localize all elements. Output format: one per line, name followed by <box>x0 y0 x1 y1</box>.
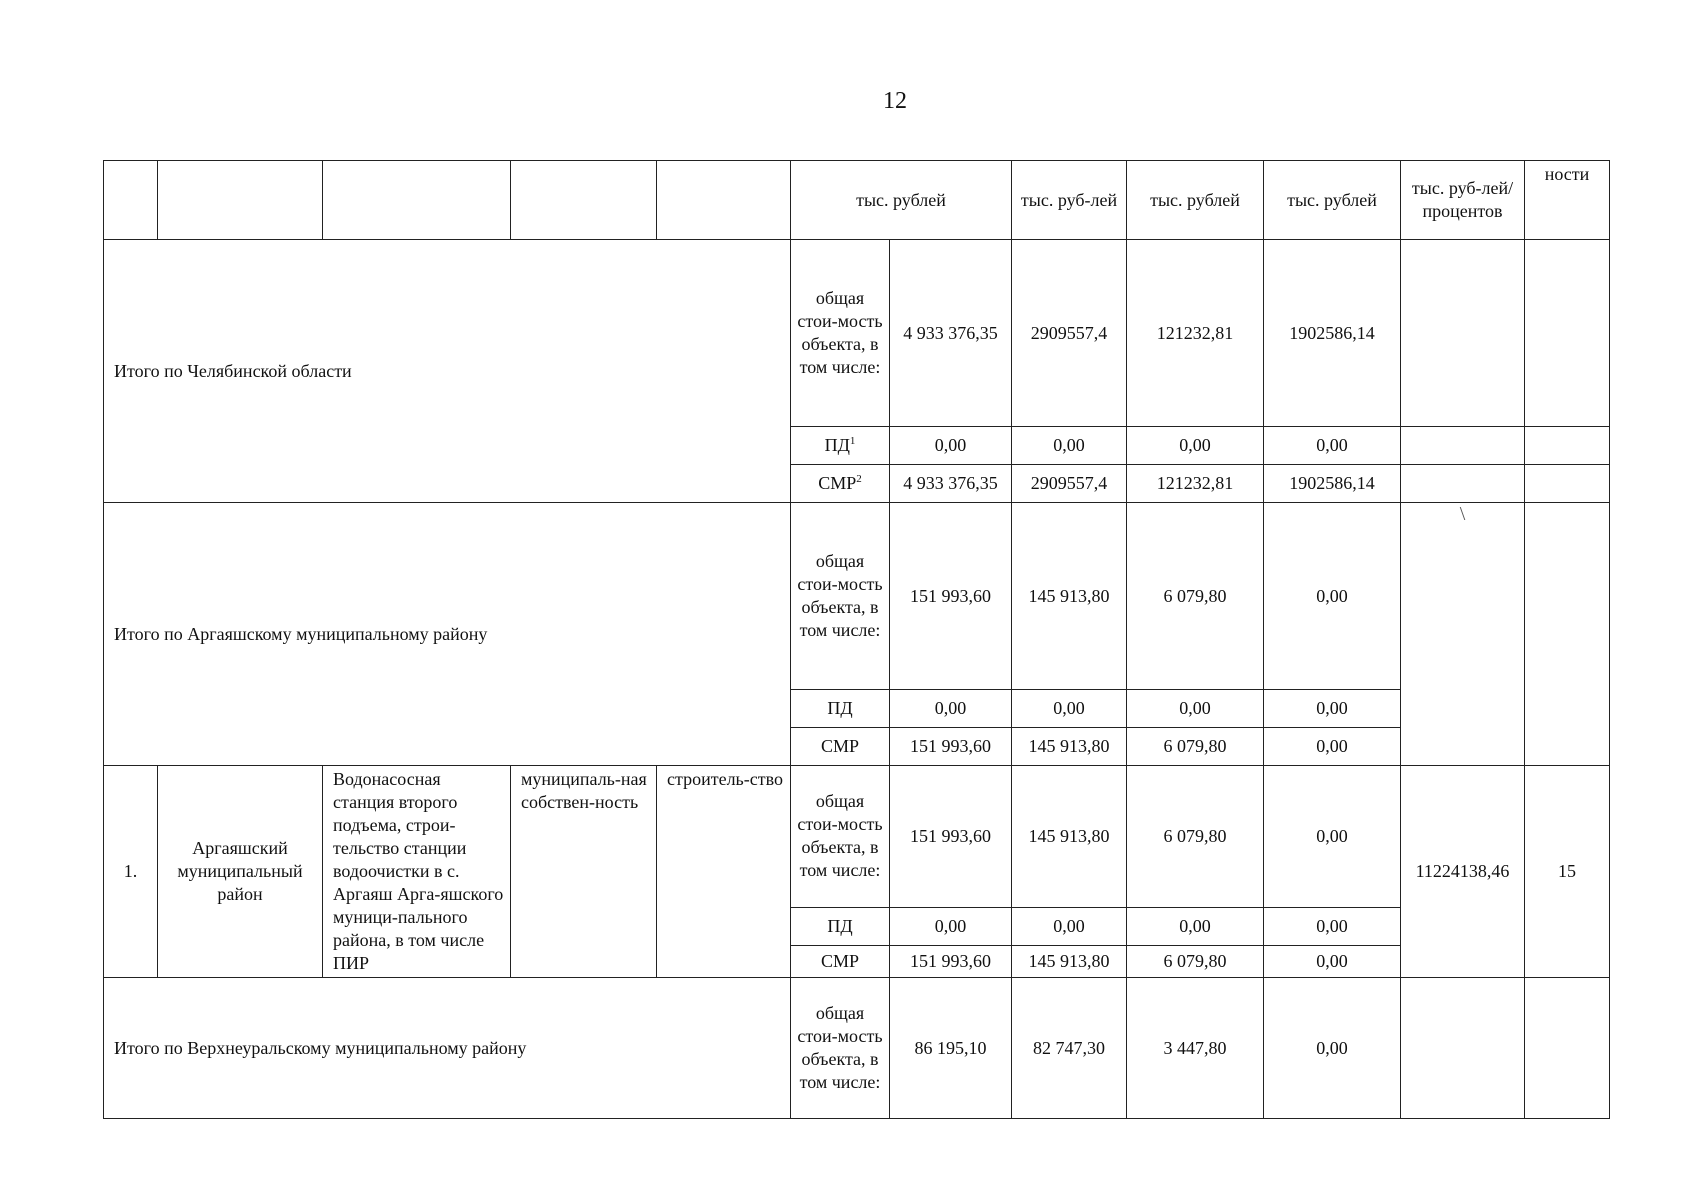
page-number: 12 <box>883 88 907 114</box>
last-cell-empty <box>1525 503 1610 766</box>
limit-cell-empty <box>1401 465 1525 503</box>
federal-value: 145 913,80 <box>1012 945 1127 977</box>
regional-value: 6 079,80 <box>1127 728 1264 766</box>
local-value: 0,00 <box>1264 945 1401 977</box>
header-cost: тыс. рублей <box>791 161 1012 240</box>
federal-value: 145 913,80 <box>1012 766 1127 908</box>
header-cell-empty <box>104 161 158 240</box>
cost-value: 151 993,60 <box>890 766 1012 908</box>
federal-value: 2909557,4 <box>1012 240 1127 427</box>
last-cell-empty <box>1525 427 1610 465</box>
row-type: общая стои-мость объекта, в том числе: <box>791 766 890 908</box>
cost-value: 4 933 376,35 <box>890 240 1012 427</box>
cost-value: 86 195,10 <box>890 978 1012 1119</box>
limit-cell-empty <box>1401 427 1525 465</box>
last-cell-empty <box>1525 240 1610 427</box>
regional-value: 0,00 <box>1127 690 1264 728</box>
item-object: Водонасосная станция второго подъема, строи-тельство станции водоочистки в с. Аргаяш Арга-яшского муници-пального района, в том числе ПИР <box>323 766 511 978</box>
row-type: ПД <box>791 690 890 728</box>
item-ownership: муниципаль-ная собствен-ность <box>511 766 657 978</box>
regional-value: 6 079,80 <box>1127 945 1264 977</box>
local-value: 0,00 <box>1264 978 1401 1119</box>
row-type-label: ПД <box>824 435 850 455</box>
row-type-label: СМР <box>818 473 857 493</box>
regional-value: 0,00 <box>1127 427 1264 465</box>
footnote-mark: 1 <box>849 435 856 447</box>
section-title: Итого по Верхнеуральскому муниципальному району <box>104 978 791 1119</box>
federal-value: 82 747,30 <box>1012 978 1127 1119</box>
federal-value: 0,00 <box>1012 690 1127 728</box>
local-value: 0,00 <box>1264 503 1401 690</box>
pen-mark: \ <box>1459 502 1466 525</box>
item-district: Аргаяшский муниципальный район <box>158 766 323 978</box>
local-value: 1902586,14 <box>1264 465 1401 503</box>
local-value: 0,00 <box>1264 690 1401 728</box>
federal-value: 2909557,4 <box>1012 465 1127 503</box>
limit-cell <box>1401 503 1525 766</box>
regional-value: 3 447,80 <box>1127 978 1264 1119</box>
item-number: 1. <box>104 766 158 978</box>
row-type: общая стои-мость объекта, в том числе: <box>791 503 890 690</box>
table-row <box>104 503 1610 690</box>
regional-value: 6 079,80 <box>1127 503 1264 690</box>
row-type: общая стои-мость объекта, в том числе: <box>791 240 890 427</box>
header-cell-empty <box>657 161 791 240</box>
limit-cell-empty <box>1401 978 1525 1119</box>
row-type: СМР <box>791 945 890 977</box>
table-row <box>104 240 1610 427</box>
local-value: 0,00 <box>1264 427 1401 465</box>
regional-value: 121232,81 <box>1127 465 1264 503</box>
cost-value: 0,00 <box>890 907 1012 945</box>
local-value: 0,00 <box>1264 907 1401 945</box>
row-type: общая стои-мость объекта, в том числе: <box>791 978 890 1119</box>
row-type: СМР <box>791 728 890 766</box>
local-value: 0,00 <box>1264 728 1401 766</box>
header-cell-empty <box>511 161 657 240</box>
header-limit: тыс. руб-лей/ процентов <box>1401 161 1525 240</box>
federal-value: 145 913,80 <box>1012 728 1127 766</box>
last-cell-empty <box>1525 978 1610 1119</box>
limit-cell-empty <box>1401 240 1525 427</box>
header-local: тыс. рублей <box>1264 161 1401 240</box>
federal-value: 145 913,80 <box>1012 503 1127 690</box>
header-cell-empty <box>158 161 323 240</box>
header-federal: тыс. руб-лей <box>1012 161 1127 240</box>
header-regional: тыс. рублей <box>1127 161 1264 240</box>
cost-value: 0,00 <box>890 427 1012 465</box>
footnote-mark: 2 <box>856 473 862 485</box>
federal-value: 0,00 <box>1012 427 1127 465</box>
local-value: 0,00 <box>1264 766 1401 908</box>
cost-value: 151 993,60 <box>890 503 1012 690</box>
last-cell-empty <box>1525 465 1610 503</box>
row-type <box>791 427 890 465</box>
section-title: Итого по Челябинской области <box>104 240 791 503</box>
item-last: 15 <box>1525 766 1610 978</box>
row-type: ПД <box>791 907 890 945</box>
cost-value: 4 933 376,35 <box>890 465 1012 503</box>
regional-value: 121232,81 <box>1127 240 1264 427</box>
table-row <box>104 978 1610 1119</box>
cost-value: 0,00 <box>890 690 1012 728</box>
header-cell-empty <box>323 161 511 240</box>
item-limit: 11224138,46 <box>1401 766 1525 978</box>
federal-value: 0,00 <box>1012 907 1127 945</box>
regional-value: 6 079,80 <box>1127 766 1264 908</box>
financing-table <box>103 160 1610 1119</box>
cost-value: 151 993,60 <box>890 945 1012 977</box>
regional-value: 0,00 <box>1127 907 1264 945</box>
table-row <box>104 766 1610 908</box>
header-last: ности <box>1525 161 1610 240</box>
cost-value: 151 993,60 <box>890 728 1012 766</box>
item-work-type: строитель-ство <box>657 766 791 978</box>
row-type <box>791 465 890 503</box>
table-header-row <box>104 161 1610 240</box>
section-title: Итого по Аргаяшскому муниципальному району <box>104 503 791 766</box>
local-value: 1902586,14 <box>1264 240 1401 427</box>
